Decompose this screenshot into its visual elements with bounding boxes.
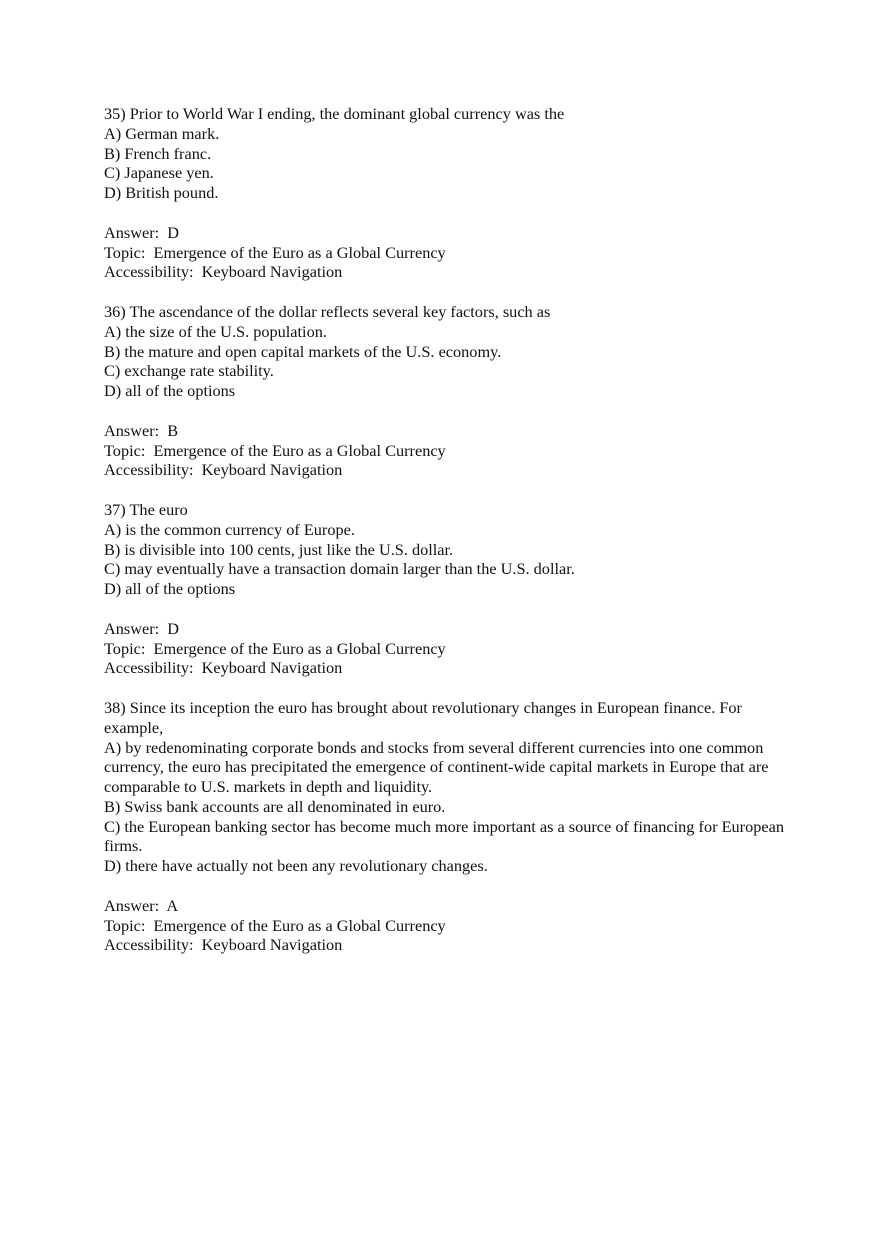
answer-option-a: A) German mark. <box>104 123 220 143</box>
accessibility-line: Accessibility: Keyboard Navigation <box>104 460 343 480</box>
question-37 <box>104 500 784 698</box>
question-36 <box>104 302 784 500</box>
spacer <box>104 480 784 500</box>
answer-key: Answer: B <box>104 420 179 440</box>
question-stem: 35) Prior to World War I ending, the dominant global currency was the <box>104 104 565 123</box>
question-list <box>104 104 784 955</box>
question-stem: 38) Since its inception the euro has brought about revolutionary changes in European finance. For example, <box>104 697 742 737</box>
spacer <box>104 876 784 896</box>
spacer <box>104 203 784 223</box>
answer-key: Answer: D <box>104 618 180 638</box>
topic-line: Topic: Emergence of the Euro as a Global Currency <box>104 242 446 262</box>
answer-option-b: B) Swiss bank accounts are all denominated in euro. <box>104 796 446 816</box>
answer-option-c: C) the European banking sector has become much more important as a source of financing for European firms. <box>104 816 784 856</box>
answer-option-c: C) may eventually have a transaction domain larger than the U.S. dollar. <box>104 559 575 579</box>
accessibility-line: Accessibility: Keyboard Navigation <box>104 658 343 678</box>
answer-option-b: B) is divisible into 100 cents, just like the U.S. dollar. <box>104 539 454 559</box>
answer-option-d: D) there have actually not been any revolutionary changes. <box>104 856 488 876</box>
question-35 <box>104 104 784 302</box>
answer-option-d: D) all of the options <box>104 579 236 599</box>
answer-option-a: A) is the common currency of Europe. <box>104 519 355 539</box>
answer-key: Answer: D <box>104 222 180 242</box>
answer-option-c: C) exchange rate stability. <box>104 361 274 381</box>
answer-option-b: B) the mature and open capital markets of the U.S. economy. <box>104 341 502 361</box>
accessibility-line: Accessibility: Keyboard Navigation <box>104 935 343 955</box>
topic-line: Topic: Emergence of the Euro as a Global Currency <box>104 638 446 658</box>
spacer <box>104 401 784 421</box>
answer-option-b: B) French franc. <box>104 143 212 163</box>
question-stem: 36) The ascendance of the dollar reflects several key factors, such as <box>104 301 551 321</box>
answer-option-a: A) by redenominating corporate bonds and stocks from several different currencies into one common currency, the euro has precipitated the emergence of continent-wide capital markets in Europe that are comparable to U.S. markets in depth and liquidity. <box>104 737 769 797</box>
question-stem: 37) The euro <box>104 499 188 519</box>
spacer <box>104 282 784 302</box>
topic-line: Topic: Emergence of the Euro as a Global Currency <box>104 440 446 460</box>
question-38 <box>104 698 784 955</box>
answer-option-d: D) all of the options <box>104 381 236 401</box>
answer-option-a: A) the size of the U.S. population. <box>104 321 327 341</box>
spacer <box>104 599 784 619</box>
spacer <box>104 678 784 698</box>
answer-option-c: C) Japanese yen. <box>104 163 214 183</box>
topic-line: Topic: Emergence of the Euro as a Global Currency <box>104 915 446 935</box>
accessibility-line: Accessibility: Keyboard Navigation <box>104 262 343 282</box>
answer-option-d: D) British pound. <box>104 183 219 203</box>
answer-key: Answer: A <box>104 895 179 915</box>
